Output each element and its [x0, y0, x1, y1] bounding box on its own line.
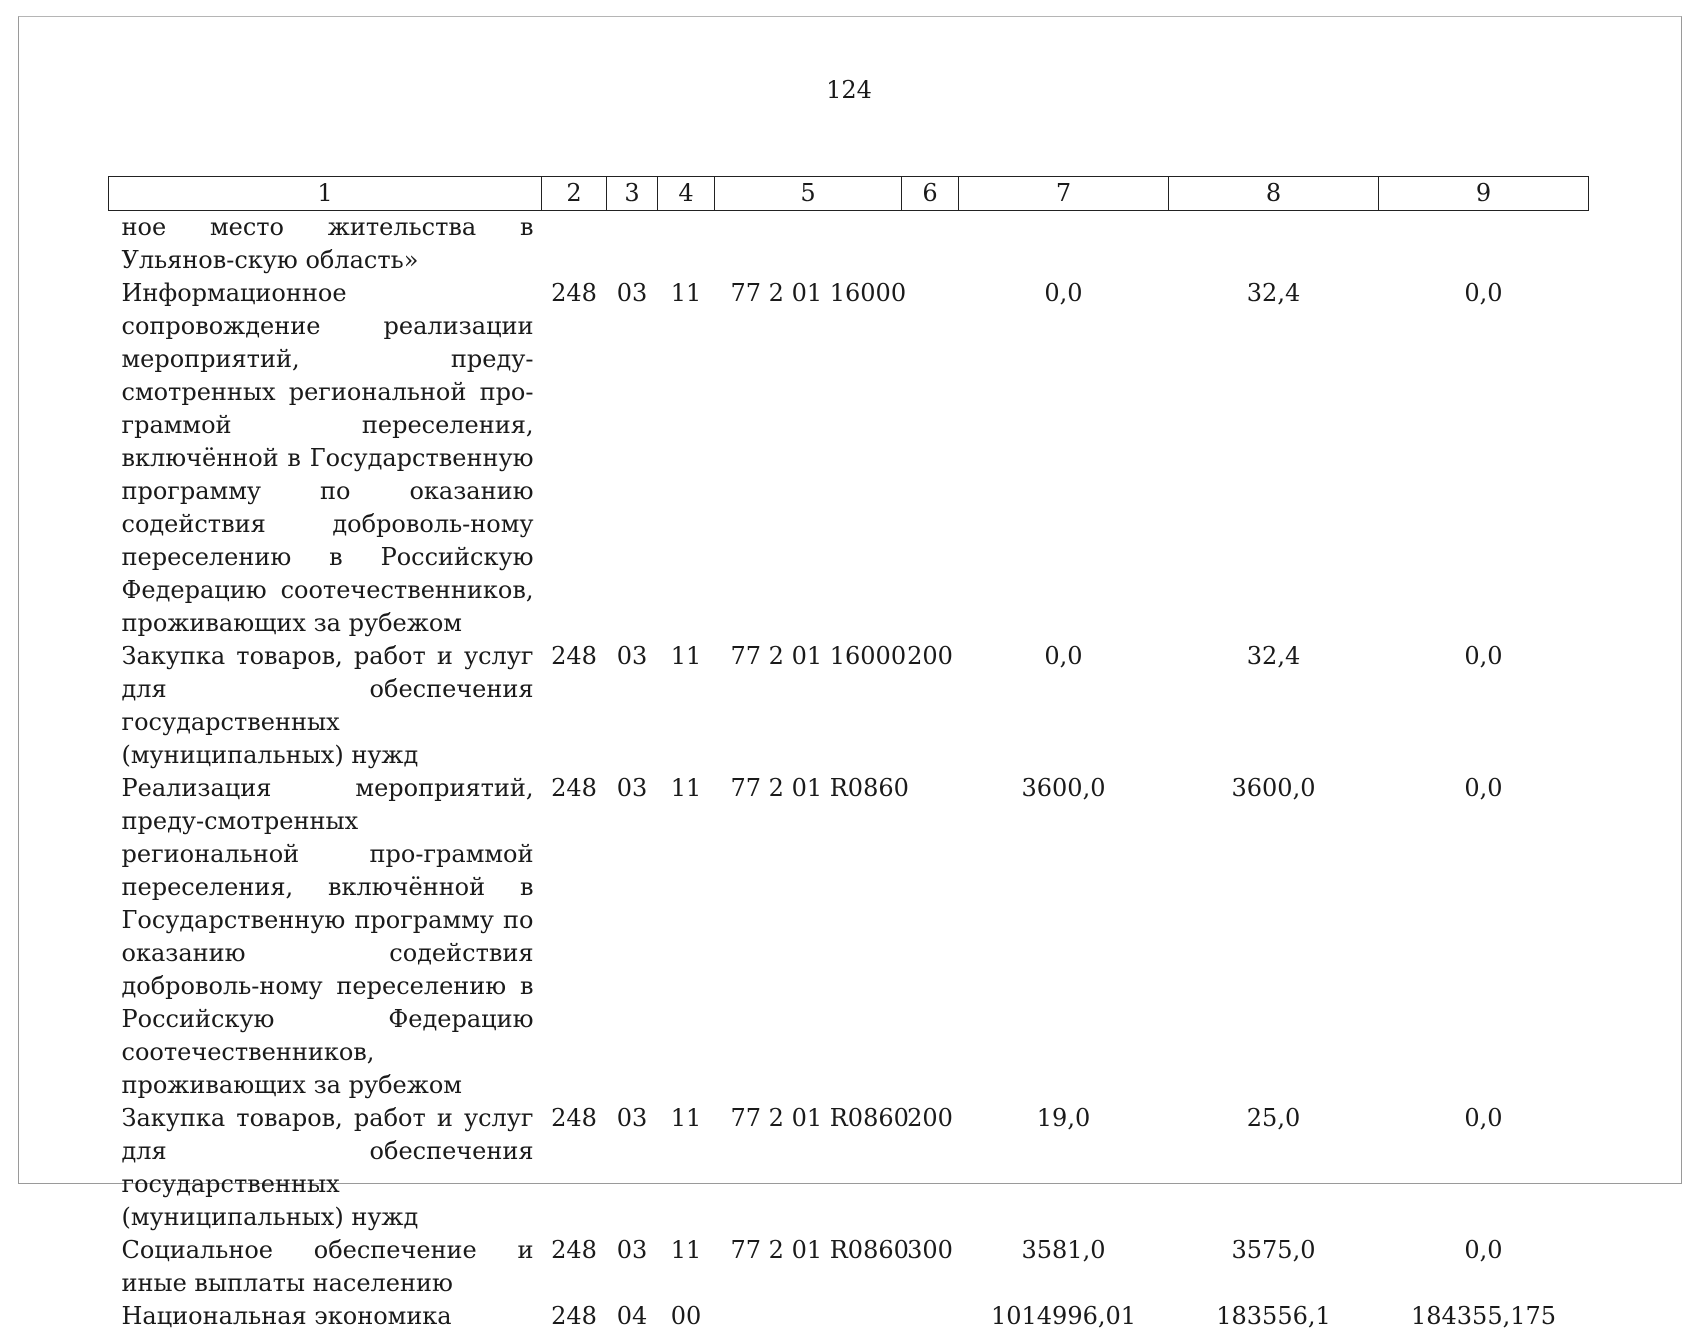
row-target-code: 77 2 01 16000 [730, 279, 907, 307]
row-amount-col7: 3581,0 [1021, 1236, 1106, 1264]
row-amount-col8: 32,4 [1246, 642, 1301, 670]
column-header-5: 5 [715, 177, 902, 211]
column-header-4: 4 [658, 177, 715, 211]
row-name: Социальное обеспечение и иные выплаты населению [121, 1236, 534, 1297]
row-section-code: 03 [616, 774, 648, 802]
row-amount-col9: 0,0 [1464, 1104, 1503, 1132]
budget-table [108, 176, 1589, 1333]
row-name: Реализация мероприятий, преду-смотренных региональной про-граммой переселения, включённой в Государственную программу по оказанию содействия доброволь-ному переселению в Российскую Федерацию соотечественников, проживающих за рубежом [121, 774, 534, 1099]
row-section-code: 03 [616, 279, 648, 307]
row-section-code: 03 [616, 1236, 648, 1264]
row-expense-type [902, 211, 959, 278]
row-amount-col8: 3600,0 [1231, 774, 1316, 802]
row-name: Закупка товаров, работ и услуг для обеспечения государственных (муниципальных) нужд [121, 642, 534, 769]
column-header-9: 9 [1379, 177, 1589, 211]
row-subsection-code: 00 [670, 1302, 702, 1330]
row-subsection-code [658, 211, 715, 278]
row-target-code [715, 1300, 902, 1333]
column-header-7: 7 [959, 177, 1169, 211]
row-amount-col9 [1379, 211, 1589, 278]
row-expense-type: 300 [907, 1236, 953, 1264]
row-target-code [715, 211, 902, 278]
row-ministry-code: 248 [551, 1236, 597, 1264]
row-name: Национальная экономика [121, 1302, 452, 1330]
row-ministry-code: 248 [551, 1104, 597, 1132]
row-expense-type [902, 1300, 959, 1333]
table-row [109, 640, 1589, 772]
row-amount-col8: 32,4 [1246, 279, 1301, 307]
column-header-6: 6 [902, 177, 959, 211]
row-amount-col8: 3575,0 [1231, 1236, 1316, 1264]
row-amount-col9: 0,0 [1464, 1236, 1503, 1264]
row-amount-col7: 0,0 [1044, 279, 1083, 307]
row-target-code: 77 2 01 R0860 [730, 774, 909, 802]
row-target-code: 77 2 01 16000 [730, 642, 907, 670]
row-name: Закупка товаров, работ и услуг для обеспечения государственных (муниципальных) нужд [121, 1104, 534, 1231]
column-header-8: 8 [1169, 177, 1379, 211]
row-amount-col7: 3600,0 [1021, 774, 1106, 802]
table-row [109, 211, 1589, 278]
row-ministry-code: 248 [551, 774, 597, 802]
row-subsection-code: 11 [670, 642, 702, 670]
row-amount-col9: 0,0 [1464, 774, 1503, 802]
table-row [109, 1234, 1589, 1300]
row-name: Информационное сопровождение реализации мероприятий, преду-смотренных региональной про-граммой переселения, включённой в Государственную программу по оказанию содействия доброволь-ному переселению в Российскую Федерацию соотечественников, проживающих за рубежом [121, 279, 534, 637]
row-section-code: 04 [616, 1302, 648, 1330]
row-amount-col9: 184355,175 [1410, 1302, 1557, 1330]
row-section-code: 03 [616, 642, 648, 670]
row-subsection-code: 11 [670, 279, 702, 307]
table-row [109, 1300, 1589, 1333]
row-amount-col8: 25,0 [1246, 1104, 1301, 1132]
row-section-code [607, 211, 658, 278]
row-ministry-code: 248 [551, 1302, 597, 1330]
row-ministry-code: 248 [551, 642, 597, 670]
row-subsection-code: 11 [670, 1104, 702, 1132]
row-section-code: 03 [616, 1104, 648, 1132]
row-amount-col7: 1014996,01 [990, 1302, 1137, 1330]
column-number-header-row [109, 177, 1589, 211]
page-number: 124 [826, 76, 872, 104]
row-name: ное место жительства в Ульянов-скую область» [121, 213, 534, 274]
row-amount-col8 [1169, 211, 1379, 278]
column-header-3: 3 [607, 177, 658, 211]
column-header-1: 1 [109, 177, 542, 211]
column-header-2: 2 [542, 177, 607, 211]
row-expense-type: 200 [907, 642, 953, 670]
row-amount-col7: 19,0 [1036, 1104, 1091, 1132]
row-target-code: 77 2 01 R0860 [730, 1236, 909, 1264]
row-subsection-code: 11 [670, 774, 702, 802]
row-expense-type [902, 772, 959, 1102]
row-target-code: 77 2 01 R0860 [730, 1104, 909, 1132]
table-row [109, 772, 1589, 1102]
row-amount-col9: 0,0 [1464, 642, 1503, 670]
row-amount-col7: 0,0 [1044, 642, 1083, 670]
row-expense-type: 200 [907, 1104, 953, 1132]
row-expense-type [902, 277, 959, 640]
row-subsection-code: 11 [670, 1236, 702, 1264]
table-row [109, 1102, 1589, 1234]
row-amount-col7 [959, 211, 1169, 278]
row-amount-col8: 183556,1 [1216, 1302, 1331, 1330]
row-amount-col9: 0,0 [1464, 279, 1503, 307]
table-row [109, 277, 1589, 640]
row-ministry-code [542, 211, 607, 278]
row-ministry-code: 248 [551, 279, 597, 307]
